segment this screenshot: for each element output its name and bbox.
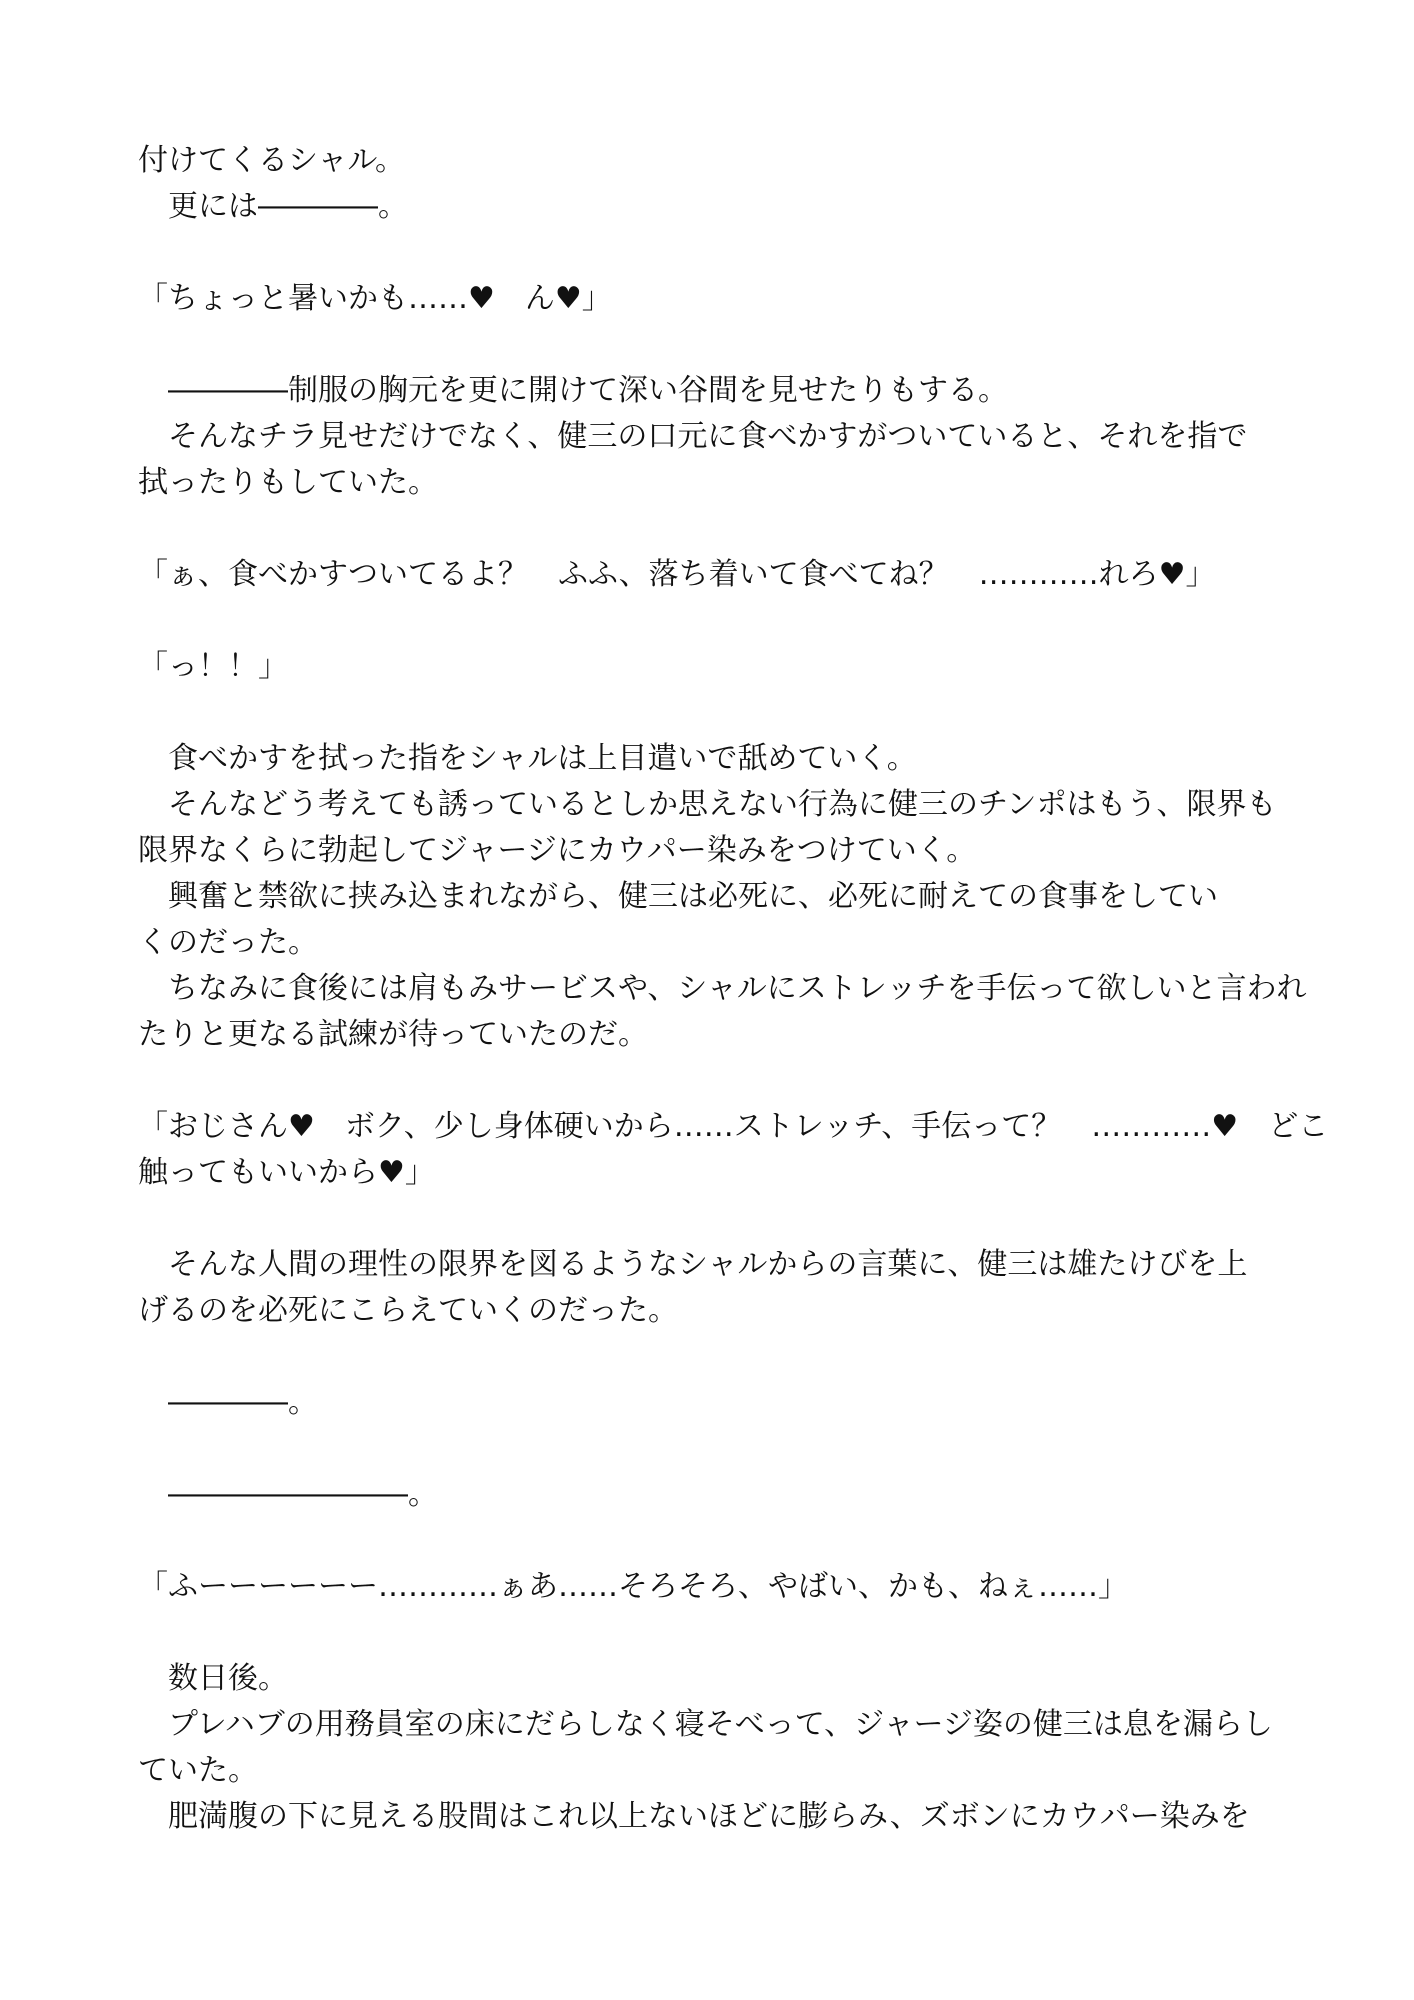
blank-line: [138, 322, 1278, 368]
dialogue-line: 触ってもいいから♥」: [138, 1155, 435, 1190]
text-line: 付けてくるシャル。: [138, 143, 405, 178]
text-line: ――――制服の胸元を更に開けて深い谷間を見せたりもする。: [138, 373, 1008, 408]
blank-line: [138, 598, 1278, 644]
blank-line: [138, 690, 1278, 736]
text-line: 拭ったりもしていた。: [138, 465, 438, 500]
text-line: 食べかすを拭った指をシャルは上目遣いで舐めていく。: [138, 741, 917, 776]
dialogue-line: 「おじさん♥ ボク、少し身体硬いから……ストレッチ、手伝って？ …………♥ どこ: [138, 1109, 1329, 1144]
body-text: [138, 138, 1329, 1840]
text-line: くのだった。: [138, 925, 318, 960]
text-line: プレハブの用務員室の床にだらしなく寝そべって、ジャージ姿の健三は息を漏らし: [138, 1707, 1273, 1742]
blank-line: [138, 1518, 1278, 1564]
text-line: 興奮と禁欲に挟み込まれながら、健三は必死に、必死に耐えての食事をしてい: [138, 879, 1218, 914]
text-line: 肥満腹の下に見える股間はこれ以上ないほどに膨らみ、ズボンにカウパー染みを: [138, 1799, 1250, 1834]
text-line: ていた。: [138, 1753, 258, 1788]
text-line: そんな人間の理性の限界を図るようなシャルからの言葉に、健三は雄たけびを上: [138, 1247, 1248, 1282]
blank-line: [138, 1196, 1278, 1242]
blank-line: [138, 1058, 1278, 1104]
blank-line: [138, 1334, 1278, 1380]
text-line: ちなみに食後には肩もみサービスや、シャルにストレッチを手伝って欲しいと言われ: [138, 971, 1307, 1006]
blank-line: [138, 506, 1278, 552]
dialogue-line: 「ぁ、食べかすついてるよ？ ふふ、落ち着いて食べてね？ …………れろ♥」: [138, 557, 1216, 592]
text-line: 数日後。: [138, 1661, 288, 1696]
text-line: げるのを必死にこらえていくのだった。: [138, 1293, 678, 1328]
blank-line: [138, 1426, 1278, 1472]
text-line: 更には――――。: [138, 189, 408, 224]
dialogue-line: 「ふーーーーーー…………ぁあ……そろそろ、やばい、かも、ねぇ……」: [138, 1569, 1128, 1604]
blank-line: [138, 1610, 1278, 1656]
text-line: そんなチラ見せだけでなく、健三の口元に食べかすがついていると、それを指で: [138, 419, 1248, 454]
text-line: ――――――――。: [138, 1477, 438, 1512]
text-line: ――――。: [138, 1385, 318, 1420]
blank-line: [138, 230, 1278, 276]
text-line: たりと更なる試練が待っていたのだ。: [138, 1017, 648, 1052]
dialogue-line: 「ちょっと暑いかも……♥ ん♥」: [138, 281, 612, 316]
text-line: そんなどう考えても誘っているとしか思えない行為に健三のチンポはもう、限界も: [138, 787, 1277, 822]
dialogue-line: 「っ！！」: [138, 649, 288, 684]
text-line: 限界なくらに勃起してジャージにカウパー染みをつけていく。: [138, 833, 977, 868]
